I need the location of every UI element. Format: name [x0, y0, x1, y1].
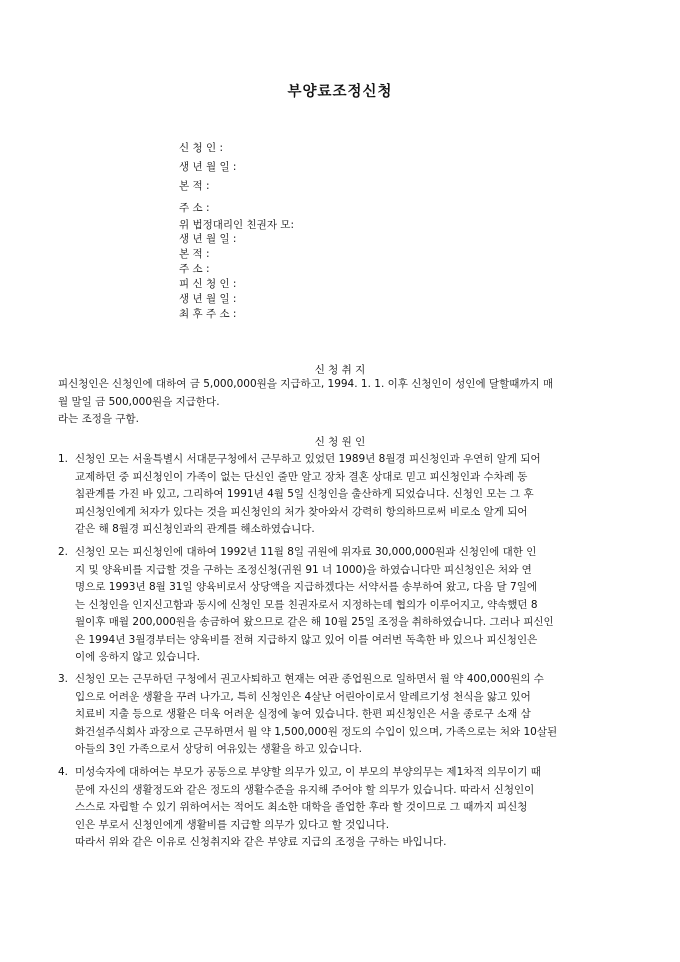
reason-paragraph — [75, 544, 665, 667]
purpose-line: 피신청인은 신청인에 대하여 금 5,000,000원을 지급하고, 1994. 1. 1. 이후 신청인이 성인에 달할때까지 매 — [58, 378, 554, 390]
reason-line: 따라서 위와 같은 이유로 신청취지와 같은 부양료 지급의 조정을 구하는 바입니다. — [75, 836, 447, 848]
applicant-domicile-label: 본 적 : — [179, 180, 210, 192]
respondent-name-label: 피 신 청 인 : — [179, 278, 237, 290]
reason-line: 치료비 지출 등으로 생활은 더욱 어려운 실정에 놓여 있습니다. 한편 피신청인은 서울 종로구 소재 삼 — [75, 708, 531, 720]
applicant-name-label: 신 청 인 : — [179, 142, 223, 154]
guardian-header-label: 위 법정대리인 친권자 모: — [179, 219, 294, 231]
reason-paragraph — [75, 451, 665, 539]
document-title: 부양료조정신청 — [287, 84, 393, 100]
reason-number: 3. — [58, 673, 69, 685]
reason-line: 침관계를 가진 바 있고, 그리하여 1991년 4월 5일 신청인을 출산하게 되었습니다. 신청인 모는 그 후 — [75, 488, 534, 500]
purpose-line: 라는 조정을 구함. — [58, 413, 140, 425]
reason-line: 월이후 매월 200,000원을 송금하여 왔으므로 같은 해 10월 25일 조정을 취하하였습니다. 그러나 피신인 — [75, 616, 554, 628]
reason-line: 명으로 1993년 8월 31일 양육비로서 상당액을 지급하겠다는 서약서를 송부하여 왔고, 다음 달 7일에 — [75, 581, 537, 593]
reason-line: 은 1994년 3월경부터는 양육비를 전혀 지급하지 않고 있어 이를 여러번 독촉한 바 있으나 피신청인은 — [75, 633, 538, 646]
reason-number: 4. — [58, 766, 69, 778]
reason-line: 인은 부로서 신청인에게 생활비를 지급할 의무가 있다고 할 것입니다. — [75, 818, 390, 831]
reason-line: 화건설주식회사 과장으로 근무하면서 월 약 1,500,000원 정도의 수입이 있으며, 가족으로는 처와 10살된 — [75, 725, 558, 738]
reason-line: 같은 해 8월경 피신청인과의 관계를 해소하였습니다. — [75, 523, 315, 535]
reason-line: 는 신청인을 인지신고함과 동시에 신청인 모를 친권자로서 지정하는데 협의가 이루어지고, 약속했던 8 — [75, 598, 538, 611]
reasons-heading: 신 청 원 인 — [314, 436, 366, 448]
purpose-body — [58, 376, 658, 429]
reason-number: 2. — [58, 546, 69, 558]
reason-line: 이에 응하지 않고 있습니다. — [75, 651, 200, 663]
reason-paragraph — [75, 764, 665, 852]
purpose-line: 월 말일 금 500,000원을 지급한다. — [58, 395, 220, 408]
applicant-birth-label: 생 년 월 일 : — [179, 161, 237, 173]
reason-line: 아들의 3인 가족으로서 상당히 여유있는 생활을 하고 있습니다. — [75, 743, 362, 755]
reason-line: 지 및 양육비를 지급할 것을 구하는 조정신청(귀원 91 너 1000)을 하였습니다만 피신청인은 처와 연 — [75, 563, 532, 576]
guardian-birth-label: 생 년 월 일 : — [179, 233, 237, 245]
reason-line: 미성숙자에 대하여는 부모가 공동으로 부양할 의무가 있고, 이 부모의 부양의무는 제1차적 의무이기 때 — [75, 766, 541, 778]
reason-line: 스스로 자립할 수 있기 위하여서는 적어도 최소한 대학을 졸업한 후라 할 것이므로 그 때까지 피신청 — [75, 801, 528, 813]
reason-line: 피신청인에게 처자가 있다는 것을 피신청인의 처가 찾아와서 강력히 항의하므로써 비로소 알게 되어 — [75, 505, 528, 518]
reason-line: 신청인 모는 피신청인에 대하여 1992년 11월 8일 귀원에 위자료 30,000,000원과 신청인에 대한 인 — [75, 546, 537, 558]
applicant-address-label: 주 소 : — [179, 202, 210, 214]
guardian-domicile-label: 본 적 : — [179, 248, 210, 260]
reason-line: 신청인 모는 근무하던 구청에서 권고사퇴하고 현재는 여관 종업원으로 일하면서 월 약 400,000원의 수 — [75, 673, 544, 685]
respondent-last-address-label: 최 후 주 소 : — [179, 308, 237, 320]
reason-line: 문에 자신의 생활정도와 같은 정도의 생활수준을 유지해 주어야 할 의무가 있습니다. 따라서 신청인이 — [75, 783, 535, 796]
reason-paragraph — [75, 671, 665, 759]
purpose-heading: 신 청 취 지 — [314, 364, 366, 376]
reason-line: 입으로 어려운 생활을 꾸려 나가고, 특히 신청인은 4살난 어린아이로서 알레르기성 천식을 앓고 있어 — [75, 690, 531, 703]
reason-line: 교제하던 중 피신청인이 가족이 없는 단신인 줄만 알고 장차 결혼 상대로 믿고 피신청인과 수차례 동 — [75, 470, 528, 483]
guardian-address-label: 주 소 : — [179, 263, 210, 275]
reason-number: 1. — [58, 453, 69, 465]
respondent-birth-label: 생 년 월 일 : — [179, 293, 237, 305]
reason-line: 신청인 모는 서울특별시 서대문구청에서 근무하고 있었던 1989년 8월경 피신청인과 우연히 알게 되어 — [75, 453, 541, 465]
